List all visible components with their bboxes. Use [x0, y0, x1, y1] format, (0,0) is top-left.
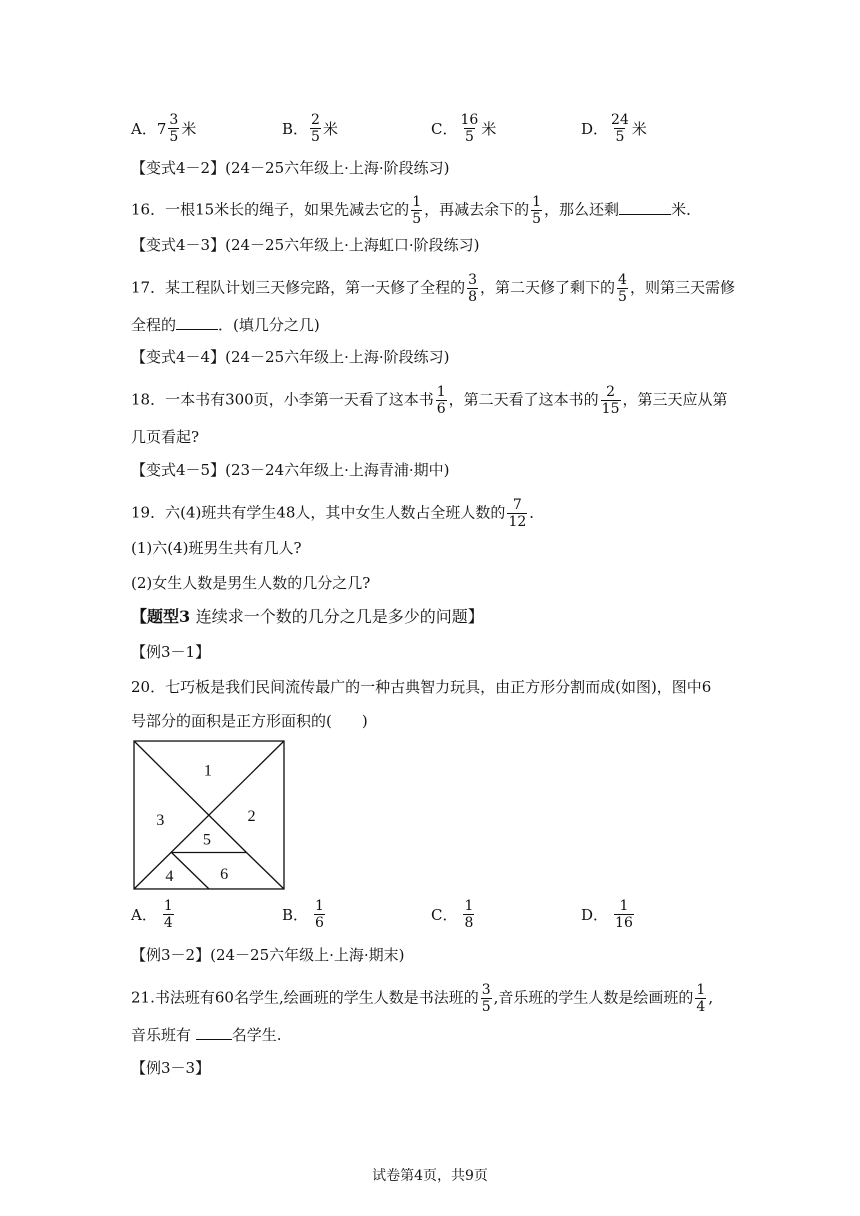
example-3-1-heading: 【例3－1】 — [131, 643, 211, 661]
question-19: 19．六(4)班共有学生48人，其中女生人数占全班人数的 $\frac{7}{12}$ ． — [131, 497, 545, 530]
tangram-label-3: 3 — [156, 811, 165, 830]
answer-blank[interactable] — [176, 315, 218, 330]
tangram-label-2: 2 — [247, 807, 256, 826]
diagonal-left — [134, 741, 246, 852]
variant-4-4-heading: 【变式4－4】(24－25六年级上·上海·阶段练习) — [131, 348, 450, 366]
question-19-sub-1: (1)六(4)班男生共有几人? — [131, 539, 302, 557]
fraction: $\frac{7}{12}$ — [508, 497, 527, 530]
question-21: 21.书法班有60名学生,绘画班的学生人数是书法班的 $\frac{3}{5}$ ,音乐班的学生人数是绘画班的 $\frac{1}{4}$ , — [131, 982, 714, 1015]
unit: 米 — [181, 120, 197, 138]
question-17-line-2: 全程的 ．(填几分之几) — [131, 316, 320, 334]
option-letter: A． — [131, 120, 157, 138]
mixed-whole: 7 — [156, 119, 167, 138]
fraction: $\frac{16}{5}$ — [460, 112, 479, 145]
option-d — [581, 112, 647, 145]
bottom-right-edge — [246, 852, 283, 888]
answer-blank[interactable] — [196, 1025, 232, 1040]
question-18: 18．一本书有300页，小李第一天看了这本书 $\frac{1}{6}$ ，第二天看了这本书的 $\frac{2}{15}$ ，第三天应从第 — [131, 384, 728, 417]
tangram-label-6: 6 — [220, 864, 229, 883]
fraction: $\frac{4}{5}$ — [618, 272, 627, 305]
option-c: C． $\frac{1}{8}$ — [431, 898, 474, 931]
option-b — [282, 112, 338, 145]
option-b: B． $\frac{1}{6}$ — [282, 898, 324, 931]
fraction: $\frac{1}{16}$ — [615, 898, 633, 931]
question-16: 16．一根15米长的绳子，如果先减去它的 $\frac{1}{5}$ ，再减去余下的 $\frac{1}{5}$ ，那么还剩 米． — [131, 194, 702, 227]
fraction: $\frac{1}{6}$ — [315, 898, 324, 931]
option-letter: D． — [581, 120, 609, 138]
fraction: $\frac{1}{5}$ — [412, 194, 422, 227]
parallelogram-edge — [172, 852, 209, 888]
fraction: $\frac{3}{5}$ — [169, 112, 179, 145]
question-17: 17．某工程队计划三天修完路，第一天修了全程的 $\frac{3}{8}$ ，第二天修了剩下的 $\frac{4}{5}$ ，则第三天需修 — [131, 272, 735, 305]
tangram-label-1: 1 — [203, 761, 213, 780]
fraction: $\frac{1}{8}$ — [464, 898, 474, 931]
fraction: $\frac{1}{5}$ — [532, 194, 542, 227]
unit: 米 — [631, 120, 647, 138]
fraction: $\frac{3}{5}$ — [481, 982, 491, 1015]
question-20: 20．七巧板是我们民间流传最广的一种古典智力玩具，由正方形分割而成(如图)，图中6 — [131, 678, 712, 696]
fraction: $\frac{1}{6}$ — [436, 384, 446, 417]
option-a — [131, 112, 196, 145]
page-footer: 试卷第4页，共9页 — [372, 1168, 488, 1184]
option-c — [431, 112, 496, 145]
variant-4-5-heading: 【变式4－5】(23－24六年级上·上海青浦·期中) — [131, 461, 450, 479]
variant-4-3-heading: 【变式4－3】(24－25六年级上·上海虹口·阶段练习) — [131, 236, 480, 254]
question-19-sub-2: (2)女生人数是男生人数的几分之几? — [131, 574, 371, 592]
question-20-line-2: 号部分的面积是正方形面积的( ) — [131, 712, 368, 730]
example-3-2-heading: 【例3－2】(24－25六年级上·上海·期末) — [131, 946, 405, 964]
question-21-line-2: 音乐班有 名学生. — [131, 1026, 282, 1044]
fraction: $\frac{2}{15}$ — [601, 384, 620, 417]
question-18-line-2: 几页看起? — [131, 428, 200, 446]
tangram-label-4: 4 — [165, 866, 174, 885]
unit: 米 — [481, 120, 497, 138]
tangram-label-5: 5 — [202, 830, 212, 849]
fraction: $\frac{24}{5}$ — [611, 112, 629, 145]
fraction: $\frac{1}{4}$ — [163, 898, 173, 931]
tangram-figure — [133, 740, 285, 890]
fraction: $\frac{3}{8}$ — [468, 272, 478, 305]
option-a: A． $\frac{1}{4}$ — [131, 898, 173, 931]
section-heading: 【题型3 连续求一个数的几分之几是多少的问题】 — [131, 607, 484, 626]
example-3-3-heading: 【例3－3】 — [131, 1059, 211, 1077]
variant-4-2-heading: 【变式4－2】(24－25六年级上·上海·阶段练习) — [131, 159, 450, 177]
fraction: $\frac{1}{4}$ — [696, 982, 706, 1015]
fraction: $\frac{2}{5}$ — [311, 112, 320, 145]
answer-blank[interactable] — [619, 200, 671, 215]
unit: 米 — [322, 120, 338, 138]
option-letter: C． — [431, 120, 458, 138]
option-letter: B． — [282, 120, 309, 138]
option-d: D． $\frac{1}{16}$ — [581, 898, 633, 931]
